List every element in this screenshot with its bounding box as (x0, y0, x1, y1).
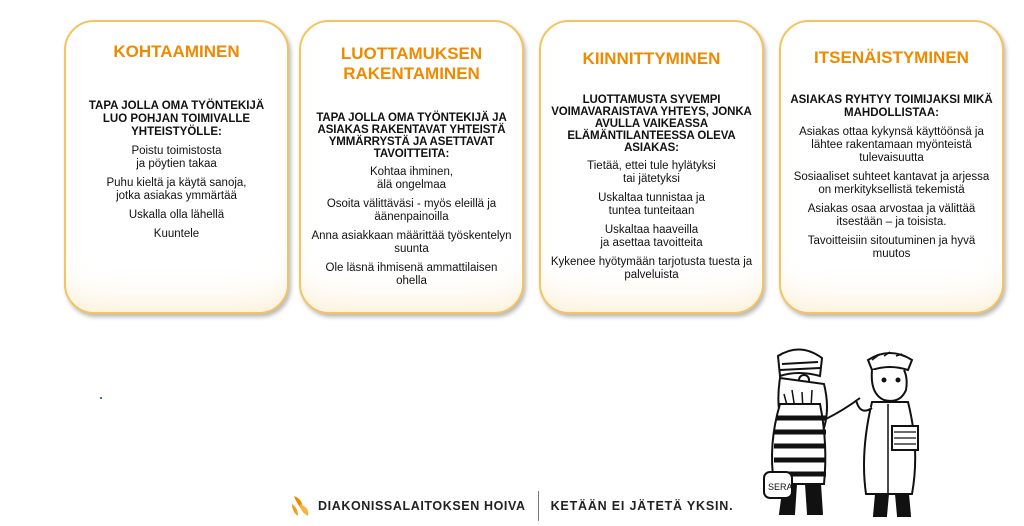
card-item: Asiakas ottaa kykynsä käyttöönsä ja lähtee rakentamaan myönteistä tulevaisuutta (799, 126, 984, 164)
card-item: Anna asiakkaan määrittää työskentelyn suunta (311, 230, 512, 255)
footer-divider (538, 491, 539, 521)
card-item: Osoita välittäväsi - myös eleillä ja äänenpainoilla (326, 198, 497, 223)
card-lead: TAPA JOLLA OMA TYÖNTEKIJÄ JA ASIAKAS RAKENTAVAT YHTEISTÄ YMMÄRRYSTÄ JA ASETTAVAT TAVOITTEITA: (316, 112, 507, 160)
card-item: Puhu kieltä ja käytä sanoja, jotka asiakas ymmärtää (106, 177, 247, 202)
card-title: ITSENÄISTYMINEN (814, 48, 969, 67)
card-item: Sosiaaliset suhteet kantavat ja arjessa on merkityksellistä tekemistä (793, 171, 990, 196)
svg-text:SERA: SERA (768, 482, 793, 492)
card-item: Uskaltaa tunnistaa ja tuntea tunteitaan (598, 192, 705, 217)
card-kiinnittyminen (539, 20, 764, 314)
card-body (309, 112, 514, 294)
card-body (76, 100, 277, 247)
footer (290, 488, 733, 524)
card-item: Kuuntele (153, 228, 200, 240)
card-lead: TAPA JOLLA OMA TYÖNTEKIJÄ LUO POHJAN TOIMIVALLE YHTEISTYÖLLE: (88, 100, 265, 138)
card-item: Tietää, ettei tule hylätyksi tai jätetyksi (587, 160, 716, 185)
hoiva-logo-icon (290, 494, 312, 518)
card-title: KIINNITTYMINEN (582, 49, 721, 68)
footer-brand: DIAKONISSALAITOKSEN HOIVA (318, 499, 526, 513)
stray-dot (100, 397, 102, 399)
footer-slogan: KETÄÄN EI JÄTETÄ YKSIN. (550, 499, 734, 513)
card-item: Asiakas osaa arvostaa ja välittää itsestään – ja toisista. (807, 203, 976, 228)
card-lead: LUOTTAMUSTA SYVEMPI VOIMAVARAISTAVA YHTEYS, JONKA AVULLA VAIKEASSA ELÄMÄNTILANTEESSA OLEVA ASIAKAS: (551, 94, 752, 154)
card-title: KOHTAAMINEN (113, 42, 240, 61)
card-luottamuksen-rakentaminen (299, 20, 524, 314)
card-item: Uskalla olla lähellä (128, 209, 225, 221)
card-item: Poistu toimistosta ja pöytien takaa (131, 145, 222, 170)
card-title: LUOTTAMUKSEN RAKENTAMINEN (340, 44, 483, 83)
card-item: Tavoitteisiin sitoutuminen ja hyvä muutos (807, 235, 976, 260)
card-item: Uskaltaa haaveilla ja asettaa tavoitteita (600, 224, 703, 249)
card-item: Ole läsnä ihmisenä ammattilaisen ohella (325, 262, 498, 287)
card-kohtaaminen (64, 20, 289, 314)
two-people-illustration (760, 344, 960, 524)
card-item: Kykenee hyötymään tarjotusta tuesta ja palveluista (550, 256, 753, 281)
card-item: Kohtaa ihminen, älä ongelmaa (369, 166, 454, 191)
card-lead: ASIAKAS RYHTYY TOIMIJAKSI MIKÄ MAHDOLLISTAA: (790, 94, 993, 119)
card-itsenaistyminen (779, 20, 1004, 314)
card-body (547, 94, 756, 288)
card-body (789, 94, 994, 267)
